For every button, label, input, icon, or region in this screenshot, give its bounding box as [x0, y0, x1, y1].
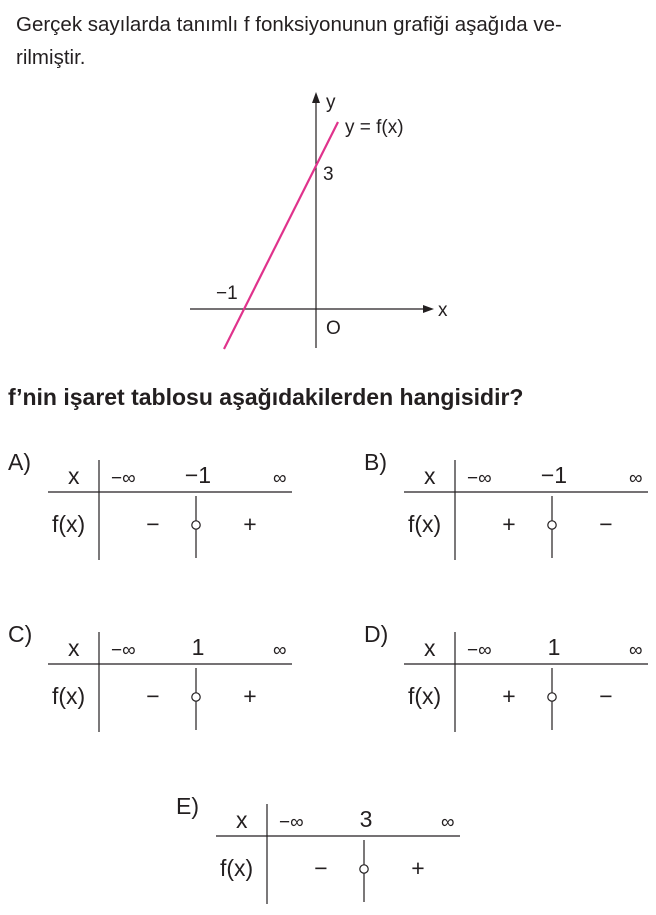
left-sign: + — [502, 683, 516, 709]
option-b[interactable] — [364, 446, 656, 566]
root-value: 1 — [191, 634, 205, 660]
right-sign: + — [243, 683, 257, 709]
neg-infinity: −∞ — [111, 468, 136, 489]
sign-table — [176, 790, 468, 910]
option-letter: B) — [364, 449, 387, 475]
function-line — [224, 122, 338, 349]
pos-infinity: ∞ — [273, 468, 287, 489]
option-d[interactable] — [364, 618, 656, 738]
right-sign: + — [243, 511, 257, 537]
left-sign: − — [146, 683, 160, 709]
sign-table — [8, 446, 300, 566]
y-axis-arrow — [312, 92, 320, 103]
y-axis-label: y — [326, 92, 336, 113]
option-letter: C) — [8, 621, 33, 647]
curve-label: y = f(x) — [345, 117, 404, 138]
left-sign: − — [314, 855, 328, 881]
x-header: x — [424, 635, 436, 661]
fx-header: f(x) — [408, 511, 442, 537]
pos-infinity: ∞ — [441, 812, 455, 833]
option-c[interactable] — [8, 618, 300, 738]
pos-infinity: ∞ — [629, 468, 643, 489]
sign-table — [8, 618, 300, 738]
neg-infinity: −∞ — [111, 640, 136, 661]
neg-infinity: −∞ — [279, 812, 304, 833]
pos-infinity: ∞ — [629, 640, 643, 661]
sign-table — [364, 618, 656, 738]
x-axis-arrow — [423, 305, 434, 313]
left-sign: + — [502, 511, 516, 537]
root-value: −1 — [540, 462, 568, 488]
fx-header: f(x) — [52, 511, 86, 537]
right-sign: − — [599, 511, 613, 537]
y-intercept-label: 3 — [323, 164, 334, 185]
root-marker-circle — [548, 693, 556, 701]
x-header: x — [424, 463, 436, 489]
root-marker-circle — [548, 521, 556, 529]
option-letter: D) — [364, 621, 389, 647]
neg-infinity: −∞ — [467, 468, 492, 489]
option-letter: E) — [176, 793, 199, 819]
function-graph — [0, 0, 656, 370]
root-value: 3 — [359, 806, 373, 832]
x-header: x — [68, 635, 80, 661]
right-sign: − — [599, 683, 613, 709]
fx-header: f(x) — [52, 683, 86, 709]
pos-infinity: ∞ — [273, 640, 287, 661]
root-marker-circle — [192, 693, 200, 701]
option-a[interactable] — [8, 446, 300, 566]
origin-label: O — [326, 318, 341, 339]
neg-infinity: −∞ — [467, 640, 492, 661]
intro-line-1: Gerçek sayılarda tanımlı f fonksiyonunun grafiği aşağıda ve- — [16, 13, 562, 36]
option-letter: A) — [8, 449, 31, 475]
fx-header: f(x) — [220, 855, 254, 881]
x-header: x — [236, 807, 248, 833]
x-intercept-label: −1 — [216, 283, 238, 304]
question-text: f’nin işaret tablosu aşağıdakilerden hangisidir? — [8, 384, 524, 410]
right-sign: + — [411, 855, 425, 881]
x-axis-label: x — [438, 300, 448, 321]
option-e[interactable] — [176, 790, 468, 910]
intro-line-2: rilmiştir. — [16, 46, 86, 69]
root-marker-circle — [360, 865, 368, 873]
root-marker-circle — [192, 521, 200, 529]
root-value: 1 — [547, 634, 561, 660]
sign-table — [364, 446, 656, 566]
root-value: −1 — [184, 462, 212, 488]
left-sign: − — [146, 511, 160, 537]
fx-header: f(x) — [408, 683, 442, 709]
x-header: x — [68, 463, 80, 489]
